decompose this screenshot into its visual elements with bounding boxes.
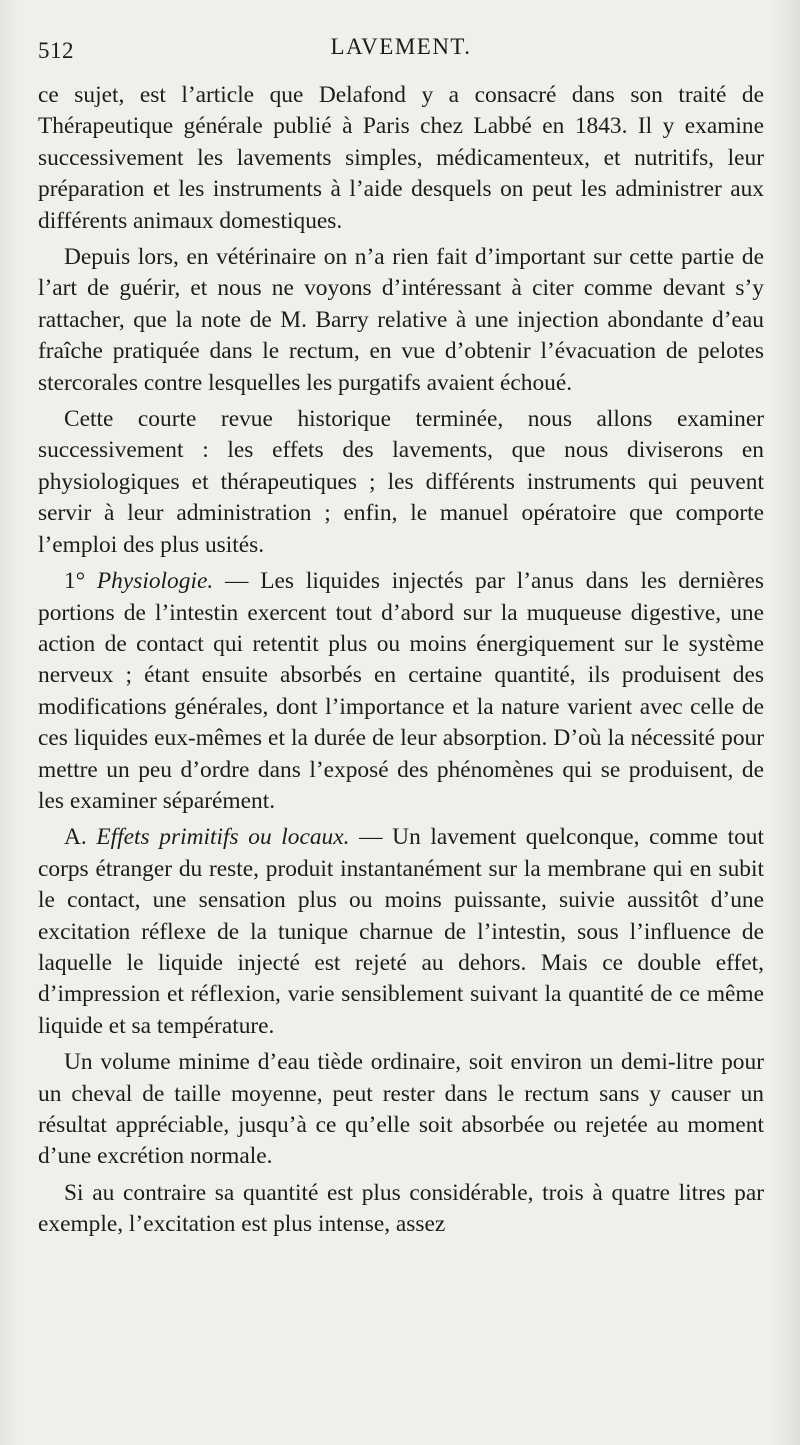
paragraph-text: Si au contraire sa quantité est plus considérable, trois à quatre litres par exemple, l’excitation est plus intense, assez <box>38 1179 764 1238</box>
paragraph-text: — Les liquides injectés par l’anus dans les dernières portions de l’intestin exercent tout d’abord sur la muqueuse digestive, une action de contact qui retentit plus ou moins énergiquement sur le système nerveux ; étant ensuite absorbés en certaine quantité, ils produisent des modifications générales, dont l’importance et la nature varient avec celle de ces liquides eux-mêmes et la durée de leur absorption. D’où la nécessité pour mettre un peu d’ordre dans l’exposé des phénomènes qui se produisent, de les examiner séparément. <box>38 568 764 814</box>
paragraph-1 <box>38 80 764 237</box>
paragraph-4 <box>38 566 764 817</box>
paragraph-text: Depuis lors, en vétérinaire on n’a rien fait d’important sur cette partie de l’art de guérir, et nous ne voyons d’intéressant à citer comme devant s’y rattacher, que la note de M. Barry relative à une injection abondante d’eau fraîche pratiquée dans le rectum, en vue d’obtenir l’évacuation de pelotes stercorales contre lesquelles les purgatifs avaient échoué. <box>38 244 764 396</box>
paragraph-5 <box>38 822 764 1042</box>
subsection-heading-effets-primitifs: Effets primitifs ou locaux. <box>96 824 350 851</box>
paragraph-text: — Un lavement quelconque, comme tout corps étranger du reste, produit instantanément sur la membrane qui en subit le contact, une sensation plus ou moins puissante, suivie aussitôt d’une excitation réflexe de la tunique charnue de l’intestin, sous l’influence de laquelle le liquide injecté est rejeté au dehors. Mais ce double effet, d’impression et réflexion, varie sensiblement suivant la quantité de ce même liquide et sa température. <box>38 824 764 1039</box>
paragraph-6 <box>38 1047 764 1173</box>
body-text <box>38 80 764 1241</box>
subsection-letter: A. <box>64 824 97 851</box>
paragraph-3 <box>38 404 764 561</box>
page-number: 512 <box>38 38 74 63</box>
running-title: LAVEMENT. <box>330 34 472 59</box>
page-header <box>38 28 764 68</box>
paragraph-text: Un volume minime d’eau tiède ordinaire, soit environ un demi-litre pour un cheval de taille moyenne, peut rester dans le rectum sans y causer un résultat appréciable, jusqu’à ce qu’elle soit absorbée ou rejetée au moment d’une excrétion normale. <box>38 1049 764 1170</box>
paragraph-text: ce sujet, est l’article que Delafond y a consacré dans son traité de Thérapeutique générale publié à Paris chez Labbé en 1843. Il y examine successivement les lavements simples, médicamenteux, et nutritifs, leur préparation et les instruments à l’aide desquels on peut les administrer aux différents animaux domestiques. <box>38 82 764 234</box>
paragraph-text: Cette courte revue historique terminée, nous allons examiner successivement : les effets des lavements, que nous diviserons en physiologiques et thérapeutiques ; les différents instruments qui peuvent servir à leur administration ; enfin, le manuel opératoire que comporte l’emploi des plus usités. <box>38 406 764 558</box>
section-number: 1° <box>64 568 97 595</box>
paragraph-7 <box>38 1178 764 1241</box>
paragraph-2 <box>38 242 764 399</box>
section-heading-physiologie: Physiologie. <box>96 568 214 595</box>
